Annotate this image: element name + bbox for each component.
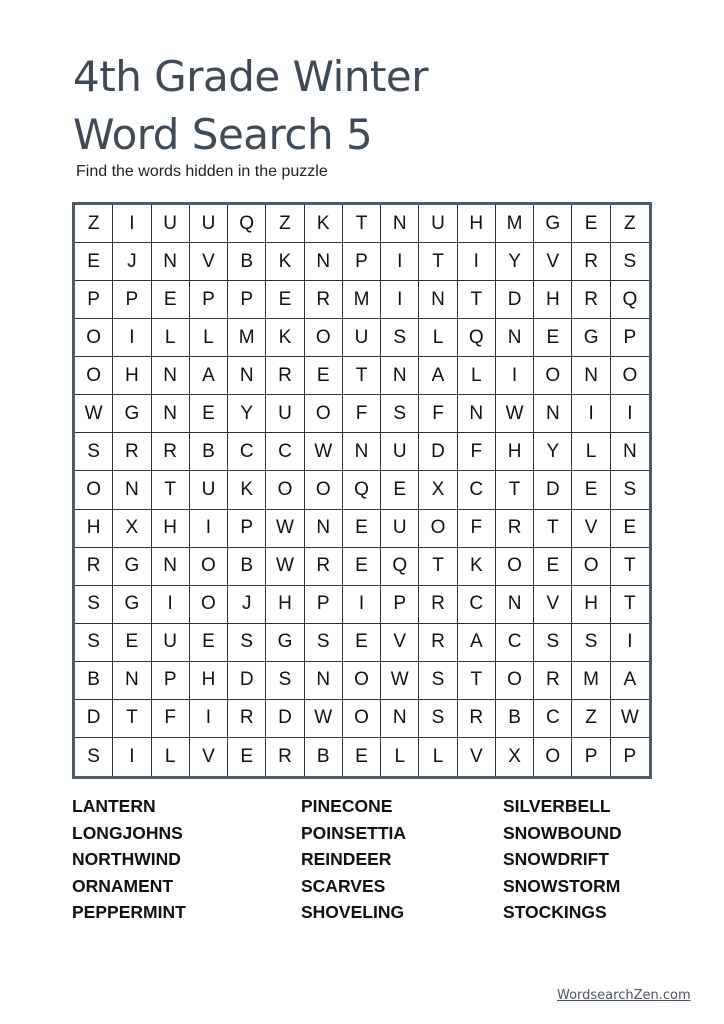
grid-cell[interactable]: S — [611, 243, 649, 281]
grid-cell[interactable]: X — [496, 738, 534, 776]
grid-cell[interactable]: O — [190, 548, 228, 586]
grid-cell[interactable]: T — [496, 471, 534, 509]
grid-cell[interactable]: U — [152, 205, 190, 243]
grid-cell[interactable]: L — [152, 319, 190, 357]
grid-cell[interactable]: E — [343, 548, 381, 586]
grid-cell[interactable]: M — [343, 281, 381, 319]
grid-cell[interactable]: E — [534, 548, 572, 586]
grid-cell[interactable]: G — [113, 395, 151, 433]
grid-cell[interactable]: P — [75, 281, 113, 319]
grid-cell[interactable]: H — [75, 510, 113, 548]
grid-cell[interactable]: F — [343, 395, 381, 433]
word-list-item: SILVERBELL — [503, 796, 611, 816]
grid-cell[interactable]: W — [381, 662, 419, 700]
grid-cell[interactable]: H — [458, 205, 496, 243]
grid-cell[interactable]: A — [458, 624, 496, 662]
grid-cell[interactable]: R — [458, 700, 496, 738]
grid-cell[interactable]: P — [228, 281, 266, 319]
grid-cell[interactable]: O — [496, 548, 534, 586]
grid-cell[interactable]: N — [152, 548, 190, 586]
grid-cell[interactable]: O — [534, 738, 572, 776]
word-list-column — [301, 793, 503, 926]
grid-cell[interactable]: B — [190, 433, 228, 471]
grid-cell[interactable]: H — [152, 510, 190, 548]
grid-cell[interactable]: I — [113, 319, 151, 357]
grid-cell[interactable]: P — [113, 281, 151, 319]
grid-cell[interactable]: T — [458, 281, 496, 319]
grid-cell[interactable]: G — [572, 319, 610, 357]
grid-cell[interactable]: O — [419, 510, 457, 548]
word-list-item: SNOWBOUND — [503, 822, 622, 843]
grid-cell[interactable]: L — [458, 357, 496, 395]
word-list-item: STOCKINGS — [503, 902, 607, 922]
grid-cell[interactable]: S — [381, 395, 419, 433]
word-list-item: SNOWSTORM — [503, 875, 621, 896]
grid-cell[interactable]: W — [75, 395, 113, 433]
grid-cell[interactable]: K — [458, 548, 496, 586]
grid-cell[interactable]: L — [419, 319, 457, 357]
word-list-item: NORTHWIND — [72, 849, 181, 869]
grid-cell[interactable]: S — [305, 624, 343, 662]
grid-cell[interactable]: T — [534, 510, 572, 548]
grid-cell[interactable]: Q — [611, 281, 649, 319]
grid-cell[interactable]: W — [305, 700, 343, 738]
grid-cell[interactable]: O — [343, 700, 381, 738]
grid-cell[interactable]: R — [266, 357, 304, 395]
grid-cell[interactable]: F — [458, 433, 496, 471]
grid-cell[interactable]: W — [496, 395, 534, 433]
grid-cell[interactable]: N — [496, 586, 534, 624]
grid-cell[interactable]: N — [305, 662, 343, 700]
grid-cell[interactable]: O — [496, 662, 534, 700]
grid-cell[interactable]: B — [496, 700, 534, 738]
grid-cell[interactable]: N — [152, 395, 190, 433]
grid-cell[interactable]: W — [266, 548, 304, 586]
grid-cell[interactable]: V — [381, 624, 419, 662]
grid-cell[interactable]: E — [152, 281, 190, 319]
grid-cell[interactable]: C — [458, 471, 496, 509]
grid-cell[interactable]: R — [228, 700, 266, 738]
grid-cell[interactable]: V — [534, 586, 572, 624]
grid-cell[interactable]: U — [419, 205, 457, 243]
grid-cell[interactable]: S — [419, 662, 457, 700]
grid-cell[interactable]: E — [266, 281, 304, 319]
grid-cell[interactable]: H — [113, 357, 151, 395]
grid-cell[interactable]: O — [266, 471, 304, 509]
grid-cell[interactable]: W — [611, 700, 649, 738]
grid-cell[interactable]: L — [381, 738, 419, 776]
grid-cell[interactable]: V — [572, 510, 610, 548]
grid-cell[interactable]: U — [381, 510, 419, 548]
grid-cell[interactable]: M — [572, 662, 610, 700]
grid-cell[interactable]: S — [381, 319, 419, 357]
grid-cell[interactable]: E — [190, 395, 228, 433]
grid-cell[interactable]: T — [343, 357, 381, 395]
grid-cell[interactable]: N — [113, 662, 151, 700]
word-list-column — [503, 793, 653, 926]
grid-cell[interactable]: G — [266, 624, 304, 662]
grid-cell[interactable]: S — [75, 433, 113, 471]
grid-cell[interactable]: C — [228, 433, 266, 471]
word-list-item: ORNAMENT — [72, 875, 174, 896]
grid-cell[interactable]: R — [75, 548, 113, 586]
grid-cell[interactable]: O — [343, 662, 381, 700]
grid-cell[interactable]: S — [266, 662, 304, 700]
grid-cell[interactable]: T — [419, 243, 457, 281]
grid-cell[interactable]: W — [266, 510, 304, 548]
grid-cell[interactable]: N — [458, 395, 496, 433]
grid-cell[interactable]: O — [572, 548, 610, 586]
grid-cell[interactable]: T — [152, 471, 190, 509]
title-line-2: Word Search 5 — [73, 110, 373, 159]
grid-cell[interactable]: L — [419, 738, 457, 776]
word-list-item: POINSETTIA — [301, 822, 407, 843]
grid-cell[interactable]: G — [113, 586, 151, 624]
grid-cell[interactable]: M — [228, 319, 266, 357]
grid-cell[interactable]: J — [113, 243, 151, 281]
grid-cell[interactable]: P — [190, 281, 228, 319]
grid-cell[interactable]: R — [305, 548, 343, 586]
grid-cell[interactable]: N — [496, 319, 534, 357]
grid-cell[interactable]: S — [611, 471, 649, 509]
grid-cell[interactable]: P — [343, 243, 381, 281]
word-list-item: PINECONE — [301, 796, 393, 816]
grid-cell[interactable]: O — [75, 357, 113, 395]
grid-cell[interactable]: A — [419, 357, 457, 395]
grid-cell[interactable]: C — [458, 586, 496, 624]
grid-cell[interactable]: R — [152, 433, 190, 471]
title-line-1: 4th Grade Winter — [73, 52, 429, 101]
grid-cell[interactable]: C — [496, 624, 534, 662]
grid-cell[interactable]: U — [343, 319, 381, 357]
grid-cell[interactable]: N — [381, 205, 419, 243]
grid-cell[interactable]: U — [381, 433, 419, 471]
grid-cell[interactable]: O — [305, 395, 343, 433]
grid-cell[interactable]: K — [305, 205, 343, 243]
word-list-column — [72, 793, 301, 926]
grid-cell[interactable]: U — [266, 395, 304, 433]
grid-cell[interactable]: R — [266, 738, 304, 776]
word-list-item: REINDEER — [301, 849, 392, 869]
grid-cell[interactable]: N — [381, 357, 419, 395]
grid-cell[interactable]: B — [75, 662, 113, 700]
grid-cell[interactable]: K — [266, 243, 304, 281]
grid-cell[interactable]: V — [190, 243, 228, 281]
grid-cell[interactable]: S — [534, 624, 572, 662]
grid-cell[interactable]: B — [228, 243, 266, 281]
grid-cell[interactable]: L — [572, 433, 610, 471]
grid-cell[interactable]: Z — [75, 205, 113, 243]
grid-cell[interactable]: R — [419, 586, 457, 624]
grid-cell[interactable]: U — [190, 471, 228, 509]
instructions-text: Find the words hidden in the puzzle — [76, 163, 328, 180]
word-list-item: SHOVELING — [301, 902, 405, 922]
grid-cell[interactable]: E — [343, 624, 381, 662]
word-list-item: LANTERN — [72, 796, 156, 816]
grid-cell[interactable]: E — [75, 243, 113, 281]
grid-cell[interactable]: N — [113, 471, 151, 509]
grid-cell[interactable]: N — [572, 357, 610, 395]
grid-cell[interactable]: U — [190, 205, 228, 243]
grid-cell[interactable]: H — [190, 662, 228, 700]
grid-cell[interactable]: R — [496, 510, 534, 548]
grid-cell[interactable]: P — [152, 662, 190, 700]
grid-cell[interactable]: I — [190, 510, 228, 548]
grid-cell[interactable]: D — [75, 700, 113, 738]
grid-cell[interactable]: N — [305, 510, 343, 548]
grid-cell[interactable]: E — [611, 510, 649, 548]
grid-cell[interactable]: K — [266, 319, 304, 357]
grid-cell[interactable]: F — [419, 395, 457, 433]
grid-cell[interactable]: I — [611, 395, 649, 433]
grid-cell[interactable]: B — [305, 738, 343, 776]
grid-cell[interactable]: P — [623, 745, 637, 767]
word-search-grid — [72, 202, 652, 779]
grid-cell[interactable]: N — [343, 433, 381, 471]
grid-cell[interactable]: R — [305, 281, 343, 319]
grid-cell[interactable]: S — [75, 738, 113, 776]
grid-cell[interactable]: E — [305, 357, 343, 395]
grid-cell[interactable]: N — [152, 243, 190, 281]
grid-cell[interactable]: H — [572, 586, 610, 624]
grid-cell[interactable]: Q — [381, 548, 419, 586]
grid-cell[interactable]: N — [419, 281, 457, 319]
grid-cell[interactable]: F — [152, 700, 190, 738]
grid-cell[interactable]: R — [534, 662, 572, 700]
grid-cell[interactable]: C — [534, 700, 572, 738]
grid-cell[interactable]: P — [572, 738, 610, 776]
grid-cell[interactable]: C — [266, 433, 304, 471]
grid-cell[interactable]: I — [381, 281, 419, 319]
grid-cell[interactable]: V — [534, 243, 572, 281]
grid-cell[interactable]: T — [611, 548, 649, 586]
grid-cell[interactable]: S — [75, 586, 113, 624]
grid-cell[interactable]: S — [572, 624, 610, 662]
grid-cell[interactable]: D — [266, 700, 304, 738]
grid-cell[interactable]: I — [343, 586, 381, 624]
grid-cell[interactable]: E — [572, 471, 610, 509]
grid-cell[interactable]: S — [228, 624, 266, 662]
grid-cell[interactable]: P — [228, 510, 266, 548]
grid-cell[interactable]: Z — [611, 205, 649, 243]
grid-cell[interactable]: N — [152, 357, 190, 395]
grid-cell[interactable]: I — [190, 700, 228, 738]
grid-cell[interactable]: I — [113, 738, 151, 776]
grid-cell[interactable]: S — [75, 624, 113, 662]
grid-cell[interactable]: H — [266, 586, 304, 624]
grid-cell[interactable]: O — [534, 357, 572, 395]
grid-cell[interactable]: D — [496, 281, 534, 319]
grid-cell[interactable]: I — [611, 624, 649, 662]
grid-cell[interactable]: Y — [534, 433, 572, 471]
website-link[interactable]: WordsearchZen.com — [557, 988, 691, 1003]
grid-cell[interactable]: Z — [266, 205, 304, 243]
grid-cell[interactable]: J — [228, 586, 266, 624]
grid-cell[interactable]: P — [611, 319, 649, 357]
grid-cell[interactable]: P — [305, 586, 343, 624]
grid-cell[interactable]: D — [534, 471, 572, 509]
grid-cell[interactable]: A — [190, 357, 228, 395]
grid-cell[interactable]: E — [572, 205, 610, 243]
grid-cell[interactable]: F — [458, 510, 496, 548]
grid-cell[interactable]: Y — [228, 395, 266, 433]
grid-cell[interactable]: V — [458, 738, 496, 776]
word-list-item: LONGJOHNS — [72, 822, 183, 843]
grid-cell[interactable]: O — [75, 319, 113, 357]
grid-cell[interactable]: S — [419, 700, 457, 738]
grid-cell[interactable]: M — [496, 205, 534, 243]
grid-cell[interactable]: O — [305, 319, 343, 357]
grid-cell[interactable]: X — [419, 471, 457, 509]
word-list — [72, 793, 652, 926]
grid-cell[interactable]: R — [113, 433, 151, 471]
grid-cell[interactable]: W — [305, 433, 343, 471]
grid-cell[interactable]: I — [152, 586, 190, 624]
grid-cell[interactable]: I — [496, 357, 534, 395]
grid-cell[interactable]: A — [611, 662, 649, 700]
grid-cell[interactable]: T — [611, 586, 649, 624]
grid-cell[interactable]: E — [113, 624, 151, 662]
grid-cell[interactable]: O — [75, 471, 113, 509]
grid-cell[interactable]: I — [381, 243, 419, 281]
grid-cell[interactable]: E — [190, 624, 228, 662]
grid-cell[interactable]: L — [152, 738, 190, 776]
page-title — [73, 48, 428, 164]
word-list-item: PEPPERMINT — [72, 902, 186, 922]
grid-cell[interactable]: N — [611, 433, 649, 471]
grid-cell[interactable]: L — [190, 319, 228, 357]
grid-cell[interactable]: R — [572, 281, 610, 319]
grid-cell[interactable]: X — [113, 510, 151, 548]
grid-cell[interactable]: Z — [572, 700, 610, 738]
grid-cell[interactable]: Q — [458, 319, 496, 357]
grid-cell[interactable]: O — [305, 471, 343, 509]
grid-cell[interactable]: R — [419, 624, 457, 662]
grid-cell[interactable]: I — [113, 205, 151, 243]
grid-cell[interactable]: H — [534, 281, 572, 319]
grid-cell[interactable]: Q — [343, 471, 381, 509]
grid-cell[interactable]: B — [228, 548, 266, 586]
grid-cell[interactable]: D — [419, 433, 457, 471]
grid-cell[interactable]: N — [228, 357, 266, 395]
word-list-item: SCARVES — [301, 875, 386, 896]
grid-cell[interactable]: G — [534, 205, 572, 243]
grid-cell[interactable]: T — [113, 700, 151, 738]
grid-cell[interactable]: U — [152, 624, 190, 662]
grid-cell[interactable]: K — [228, 471, 266, 509]
grid-cell[interactable]: T — [343, 205, 381, 243]
grid-cell[interactable]: T — [419, 548, 457, 586]
grid-cell[interactable]: R — [572, 243, 610, 281]
grid-cell[interactable]: H — [496, 433, 534, 471]
grid-cell[interactable]: Q — [228, 205, 266, 243]
grid-cell[interactable]: Y — [496, 243, 534, 281]
grid-cell[interactable]: N — [534, 395, 572, 433]
grid-cell[interactable]: V — [190, 738, 228, 776]
grid-cell[interactable]: N — [305, 243, 343, 281]
grid-cell[interactable]: G — [113, 548, 151, 586]
grid-cell[interactable]: E — [381, 471, 419, 509]
grid-cell[interactable]: O — [190, 586, 228, 624]
word-list-item: SNOWDRIFT — [503, 849, 609, 869]
grid-cell[interactable]: E — [343, 738, 381, 776]
grid-cell[interactable]: O — [611, 357, 649, 395]
grid-cell[interactable]: N — [381, 700, 419, 738]
grid-cell[interactable]: E — [228, 738, 266, 776]
grid-cell[interactable]: E — [343, 510, 381, 548]
grid-cell[interactable]: D — [228, 662, 266, 700]
grid-cell[interactable]: I — [572, 395, 610, 433]
grid-cell[interactable]: E — [534, 319, 572, 357]
grid-cell[interactable]: P — [381, 586, 419, 624]
grid-cell[interactable]: T — [458, 662, 496, 700]
grid-cell[interactable]: I — [458, 243, 496, 281]
